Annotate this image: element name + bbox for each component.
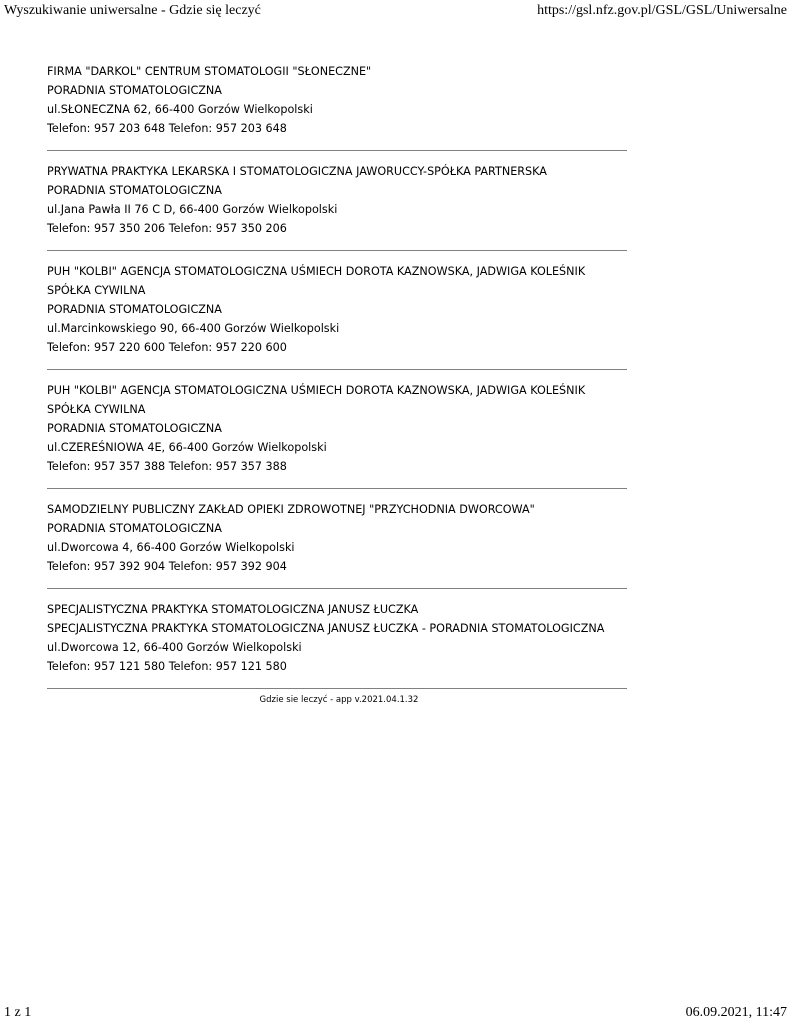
facility-type: PORADNIA STOMATOLOGICZNA: [47, 522, 222, 535]
result-entry: [47, 262, 627, 370]
facility-phone: Telefon: 957 220 600 Telefon: 957 220 600: [47, 341, 287, 354]
facility-type: PORADNIA STOMATOLOGICZNA: [47, 84, 222, 97]
facility-name: SPECJALISTYCZNA PRAKTYKA STOMATOLOGICZNA JANUSZ ŁUCZKA: [47, 603, 419, 616]
facility-name: PRYWATNA PRAKTYKA LEKARSKA I STOMATOLOGICZNA JAWORUCCY-SPÓŁKA PARTNERSKA: [47, 165, 547, 178]
facility-address: ul.Dworcowa 4, 66-400 Gorzów Wielkopolski: [47, 541, 295, 554]
facility-phone: Telefon: 957 392 904 Telefon: 957 392 904: [47, 560, 287, 573]
result-entry: [47, 600, 627, 689]
facility-type: SPECJALISTYCZNA PRAKTYKA STOMATOLOGICZNA JANUSZ ŁUCZKA - PORADNIA STOMATOLOGICZNA: [47, 622, 605, 635]
facility-address: ul.Jana Pawła II 76 C D, 66-400 Gorzów Wielkopolski: [47, 203, 338, 216]
print-datetime: 06.09.2021, 11:47: [685, 1005, 787, 1020]
print-header-title: Wyszukiwanie uniwersalne - Gdzie się leczyć: [4, 3, 261, 18]
facility-address: ul.Dworcowa 12, 66-400 Gorzów Wielkopolski: [47, 641, 302, 654]
facility-address: ul.CZEREŚNIOWA 4E, 66-400 Gorzów Wielkopolski: [47, 441, 327, 454]
facility-type: PORADNIA STOMATOLOGICZNA: [47, 184, 222, 197]
print-page-number: 1 z 1: [4, 1005, 32, 1020]
facility-phone: Telefon: 957 203 648 Telefon: 957 203 648: [47, 122, 287, 135]
app-version-footer: Gdzie sie leczyć - app v.2021.04.1.32: [259, 695, 419, 705]
facility-name: PUH "KOLBI" AGENCJA STOMATOLOGICZNA UŚMIECH DOROTA KAZNOWSKA, JADWIGA KOLEŚNIK SPÓŁKA CYWILNA: [47, 384, 586, 416]
facility-type: PORADNIA STOMATOLOGICZNA: [47, 422, 222, 435]
facility-phone: Telefon: 957 357 388 Telefon: 957 357 388: [47, 460, 287, 473]
facility-phone: Telefon: 957 121 580 Telefon: 957 121 580: [47, 660, 287, 673]
result-entry: [47, 162, 627, 251]
facility-address: ul.Marcinkowskiego 90, 66-400 Gorzów Wielkopolski: [47, 322, 340, 335]
facility-name: FIRMA "DARKOL" CENTRUM STOMATOLOGII "SŁONECZNE": [47, 65, 372, 78]
result-entry: [47, 62, 627, 151]
facility-phone: Telefon: 957 350 206 Telefon: 957 350 206: [47, 222, 287, 235]
results-list: [47, 62, 627, 706]
print-header-url: https://gsl.nfz.gov.pl/GSL/GSL/Uniwersalne: [537, 3, 787, 18]
facility-address: ul.SŁONECZNA 62, 66-400 Gorzów Wielkopolski: [47, 103, 313, 116]
facility-name: SAMODZIELNY PUBLICZNY ZAKŁAD OPIEKI ZDROWOTNEJ "PRZYCHODNIA DWORCOWA": [47, 503, 535, 516]
facility-name: PUH "KOLBI" AGENCJA STOMATOLOGICZNA UŚMIECH DOROTA KAZNOWSKA, JADWIGA KOLEŚNIK SPÓŁKA CYWILNA: [47, 265, 586, 297]
result-entry: [47, 500, 627, 589]
facility-type: PORADNIA STOMATOLOGICZNA: [47, 303, 222, 316]
result-entry: [47, 381, 627, 489]
